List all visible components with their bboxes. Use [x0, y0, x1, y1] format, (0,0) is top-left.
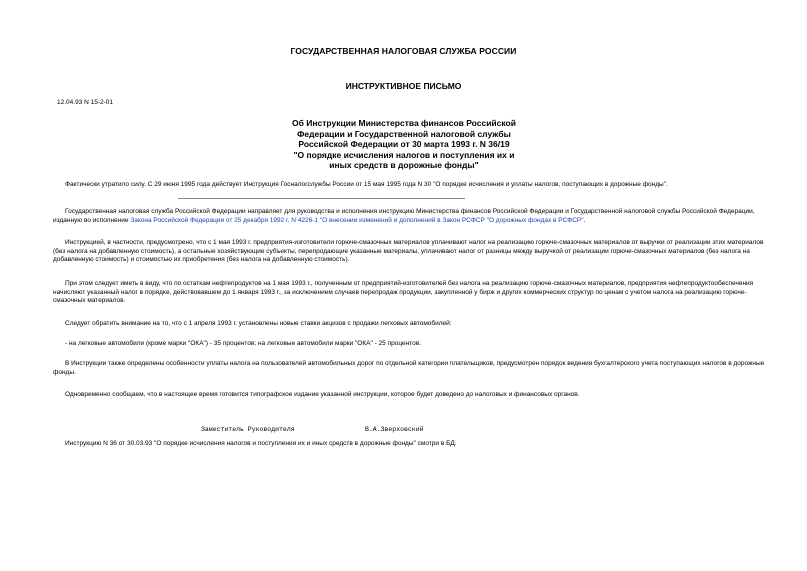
document-type-heading: ИНСТРУКТИВНОЕ ПИСЬМО — [345, 81, 462, 91]
title-line: Российской Федерации от 30 марта 1993 г. N 36/19 — [298, 139, 510, 149]
paragraph-road-users-tax: В Инструкции также определены особенности уплаты налога на пользователей автомобильных дорог по отдельной категории плательщиков, предусмотрен порядок ведения бухгалтерского учета поступающих налогов в дорожные фонды. — [53, 360, 765, 376]
title-line: иных средств в дорожные фонды" — [329, 160, 479, 170]
date-number: 12.04.93 N 15-2-01 — [57, 99, 114, 106]
divider — [178, 198, 465, 199]
signature-position: Заместитель Руководителя — [201, 426, 295, 433]
title-line: "О порядке исчисления налогов и поступления их и — [293, 149, 515, 160]
paragraph-remainders: При этом следует иметь в виду, что по остаткам нефтепродуктов на 1 мая 1993 г., полученным от предприятий-изготовителей без налога на реализацию горюче-смазочных материалов, предприятия нефтепродуктообеспечения начисляют указанный налог в порядке, действовавшем до 1 января 1993 г., за исключением случаев перепродаж продукции, закупленной у бирж и других коммерческих структур по ценам с учетом налога на реализацию горюче-смазочных материалов. — [53, 280, 754, 305]
paragraph-excise-rates: Следует обратить внимание на то, что с 1 апреля 1993 г. установлены новые ставки акцизов с продажи легковых автомобилей: — [65, 320, 452, 327]
footer-note: Инструкцию N 36 от 30.03.93 "О порядке исчисления налогов и поступления их и иных средств в дорожные фонды" смотри в БД. — [65, 440, 457, 447]
agency-heading: ГОСУДАРСТВЕННАЯ НАЛОГОВАЯ СЛУЖБА РОССИИ — [290, 46, 517, 56]
signature-name: В.А.Зверховский — [365, 426, 424, 433]
status-note: Фактически утратило силу. С 29 июня 1995 года действует Инструкция Госналогслужбы России от 15 мая 1995 года N 30 "О порядке исчисления и уплаты налогов, поступающих в дорожные фонды". — [65, 181, 668, 188]
paragraph-directive — [53, 208, 768, 225]
paragraph-car-rates: - на легковые автомобили (кроме марки "ОКА") - 35 процентов; на легковые автомобили марки "ОКА" - 25 процентов. — [65, 340, 421, 347]
title-line: Об Инструкции Министерства финансов Российской — [292, 118, 516, 128]
document-title — [200, 118, 608, 171]
paragraph-text: . — [583, 216, 586, 224]
title-line: Федерации и Государственной налоговой службы — [297, 128, 511, 139]
paragraph-text: Государственная налоговая служба Российской Федерации направляет для руководства и исполнения инструкцию Министерства финансов Российской Федерации и Государственной налоговой службы Российской Федерации, изданную во исполнение — [53, 208, 755, 224]
law-link[interactable]: Закона Российской Федерации от 25 декабря 1992 г. N 4226-1 "О внесении изменений и дополнений в Закон РСФСР "О дорожных фондах в РСФСР" — [130, 216, 584, 224]
paragraph-publication: Одновременно сообщаем, что в настоящее время готовится типографское издание указанной инструкции, которое будет доведено до налоговых и финансовых органов. — [65, 391, 580, 398]
paragraph-instruction: Инструкцией, в частности, предусмотрено, что с 1 мая 1993 г. предприятия-изготовители горюче-смазочных материалов уплачивают налог на реализацию горюче-смазочных материалов от выручки от реализации этих материалов (без налога на добавленную стоимость), а остальные хозяйствующие субъекты, перепродающие указанные материалы, уплачивают налог от разницы между выручкой от реализации горюче-смазочных материалов (без налога на добавленную стоимость) и стоимостью их приобретения (без налога на добавленную стоимость). — [53, 239, 764, 264]
